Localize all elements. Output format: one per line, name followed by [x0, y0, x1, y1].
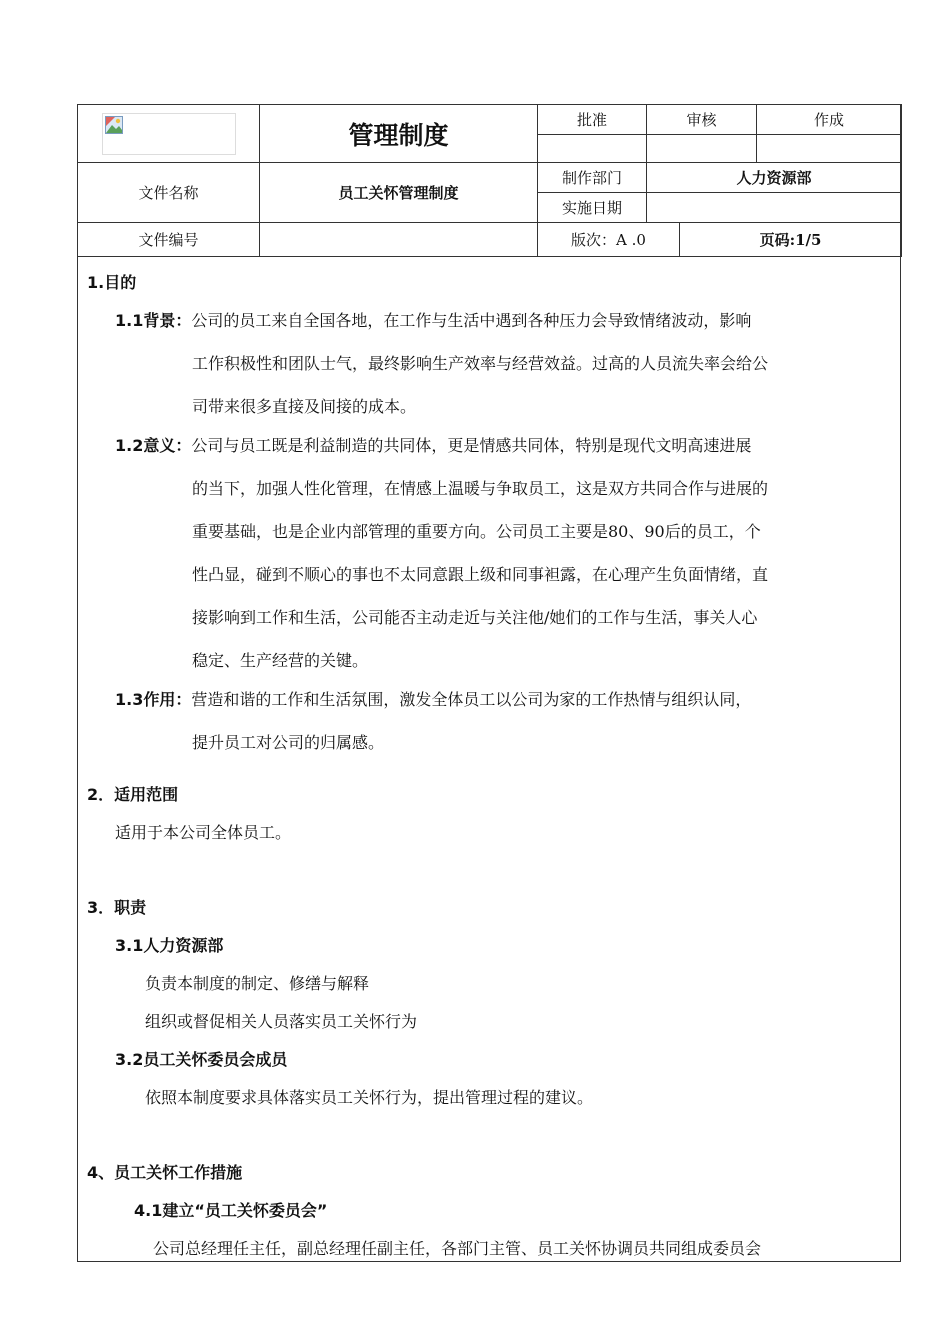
date-value	[647, 193, 902, 223]
section-3-2-title: 3.2员工关怀委员会成员	[115, 1050, 288, 1069]
section-4-title: 4、员工关怀工作措施	[87, 1163, 243, 1182]
dept-label: 制作部门	[538, 163, 647, 193]
section-3-1-line-2: 组织或督促相关人员落实员工关怀行为	[145, 1012, 418, 1031]
section-2-title: 2．适用范围	[87, 785, 179, 804]
section-1-2-line-3: 重要基础，也是企业内部管理的重要方向。公司员工主要是80、90后的员工，个	[192, 522, 761, 541]
header-table	[77, 104, 902, 257]
section-1-2	[115, 433, 751, 456]
review-sign-cell	[647, 135, 757, 163]
dept-value: 人力资源部	[647, 163, 902, 193]
section-1-3-label: 1.3作用：	[115, 690, 192, 709]
section-1-2-line-4: 性凸显，碰到不顺心的事也不太同意跟上级和同事袒露，在心理产生负面情绪，直	[192, 565, 769, 584]
file-no-value	[260, 223, 538, 257]
section-3-1-line-1: 负责本制度的制定、修缮与解释	[145, 974, 370, 993]
page-number: 页码:1/5	[680, 223, 902, 257]
section-3-title: 3．职责	[87, 898, 147, 917]
file-name-label: 文件名称	[78, 163, 260, 223]
section-4-1-line-1: 公司总经理任主任，副总经理任副主任，各部门主管、员工关怀协调员共同组成委员会	[153, 1239, 762, 1258]
section-1-3	[115, 687, 751, 710]
version-cell: 版次：A .0	[538, 223, 680, 257]
section-1-1-label: 1.1背景：	[115, 311, 192, 330]
section-1-2-label: 1.2意义：	[115, 436, 192, 455]
section-1-1	[115, 308, 751, 331]
logo-cell	[78, 105, 260, 163]
broken-image-icon	[105, 116, 123, 134]
file-name-value: 员工关怀管理制度	[260, 163, 538, 223]
section-1-2-line-5: 接影响到工作和生活，公司能否主动走近与关注他/她们的工作与生活，事关人心	[192, 608, 758, 627]
review-label: 审核	[647, 105, 757, 135]
section-2-text: 适用于本公司全体员工。	[115, 823, 292, 842]
company-logo	[102, 113, 236, 155]
section-3-1-title: 3.1人力资源部	[115, 936, 224, 955]
section-1-1-line-3: 司带来很多直接及间接的成本。	[192, 397, 417, 416]
section-1-1-line-2: 工作积极性和团队士气，最终影响生产效率与经营效益。过高的人员流失率会给公	[192, 354, 769, 373]
section-1-title: 1.目的	[87, 273, 137, 292]
section-1-2-line-2: 的当下，加强人性化管理，在情感上温暖与争取员工，这是双方共同合作与进展的	[192, 479, 769, 498]
section-1-2-line-1: 公司与员工既是利益制造的共同体，更是情感共同体，特别是现代文明高速进展	[191, 436, 752, 455]
approve-sign-cell	[538, 135, 647, 163]
file-no-label: 文件编号	[78, 223, 260, 257]
approve-label: 批准	[538, 105, 647, 135]
create-sign-cell	[757, 135, 902, 163]
section-3-2-line-1: 依照本制度要求具体落实员工关怀行为，提出管理过程的建议。	[145, 1088, 594, 1107]
create-label: 作成	[757, 105, 902, 135]
section-1-2-line-6: 稳定、生产经营的关键。	[192, 651, 369, 670]
section-1-3-line-2: 提升员工对公司的归属感。	[192, 733, 385, 752]
section-1-3-line-1: 营造和谐的工作和生活氛围，激发全体员工以公司为家的工作热情与组织认同，	[191, 690, 752, 709]
section-4-1-title: 4.1建立“员工关怀委员会”	[134, 1201, 328, 1220]
date-label: 实施日期	[538, 193, 647, 223]
document-title: 管理制度	[260, 105, 538, 163]
section-1-1-line-1: 公司的员工来自全国各地，在工作与生活中遇到各种压力会导致情绪波动，影响	[191, 311, 752, 330]
